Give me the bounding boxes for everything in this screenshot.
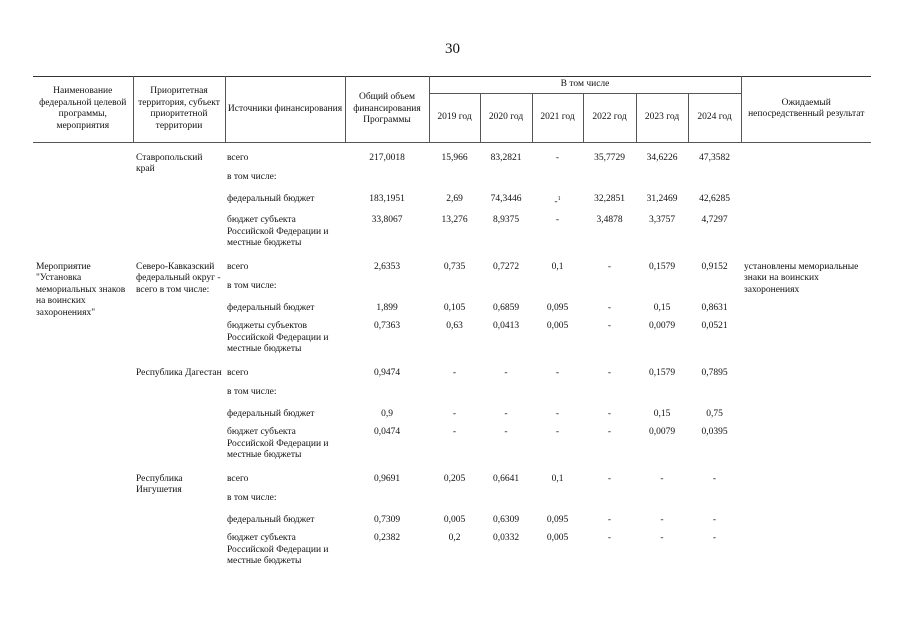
value-cell: - bbox=[504, 427, 508, 438]
source-cell: в том числе: bbox=[227, 172, 277, 182]
source-cell: в том числе: bbox=[227, 493, 277, 504]
total-cell: 217,0018 bbox=[369, 152, 405, 163]
value-cell: 2,69 bbox=[446, 193, 463, 204]
total-cell: 0,2382 bbox=[373, 533, 401, 544]
source-cell: всего bbox=[227, 367, 249, 378]
source-cell: федеральный бюджет bbox=[227, 193, 315, 204]
header-year-2023: 2023 год bbox=[636, 93, 688, 142]
value-cell: 0,1 bbox=[551, 473, 564, 484]
activity-cell: Мероприятие "Установка мемориальных знаков на воинских захоронениях" bbox=[36, 261, 126, 318]
value-cell: 0,2 bbox=[448, 533, 461, 544]
value-cell: 0,6309 bbox=[492, 514, 520, 525]
value-cell: 83,2821 bbox=[490, 152, 522, 163]
header-total-volume: Общий объем финансирования Программы bbox=[345, 77, 429, 143]
source-cell: всего bbox=[227, 473, 249, 484]
value-cell: 0,63 bbox=[446, 321, 463, 332]
value-cell: - bbox=[607, 367, 612, 378]
value-cell: 0,15 bbox=[653, 408, 671, 419]
value-cell: 0,205 bbox=[443, 473, 466, 484]
value-cell: 3,3757 bbox=[648, 215, 676, 226]
value-cell: - bbox=[660, 533, 664, 544]
total-cell: 0,0474 bbox=[373, 427, 401, 438]
territory-cell: Северо-Кавказский федеральный округ - всего в том числе: bbox=[136, 261, 221, 295]
total-cell: 0,9691 bbox=[373, 473, 401, 484]
value-cell: 0,0079 bbox=[648, 321, 676, 332]
value-cell: 0,0521 bbox=[701, 321, 728, 332]
total-cell: 0,7363 bbox=[373, 321, 401, 332]
value-cell: - bbox=[452, 427, 457, 438]
value-cell: 31,2469 bbox=[646, 193, 678, 204]
header-year-2022: 2022 год bbox=[583, 93, 636, 142]
activity-cell bbox=[33, 142, 133, 252]
value-cell: - bbox=[504, 367, 508, 378]
value-cell: 74,3446 bbox=[490, 193, 522, 204]
source-cell: всего bbox=[227, 261, 249, 272]
value-cell: - bbox=[452, 367, 457, 378]
value-cell: 0,095 bbox=[546, 302, 569, 313]
value-cell: 0,005 bbox=[546, 321, 569, 332]
value-cell: - bbox=[555, 367, 560, 378]
value-cell: - bbox=[607, 533, 612, 544]
value-cell: 0,005 bbox=[546, 533, 569, 544]
value-cell: 0,8631 bbox=[701, 302, 728, 313]
value-cell: - bbox=[452, 408, 457, 419]
value-cell: 42,6285 bbox=[699, 193, 730, 204]
source-cell: федеральный бюджет bbox=[227, 302, 315, 313]
header-year-2024: 2024 год bbox=[688, 93, 741, 142]
value-cell: 0,0395 bbox=[701, 427, 728, 438]
value-cell: - bbox=[660, 514, 664, 525]
source-cell: всего bbox=[227, 152, 249, 163]
value-cell: 35,7729 bbox=[594, 152, 625, 163]
value-cell: 0,7895 bbox=[701, 367, 728, 378]
value-cell: - bbox=[607, 514, 612, 525]
table-row bbox=[33, 252, 871, 276]
value-cell: 0,15 bbox=[653, 302, 671, 313]
value-cell: - bbox=[555, 215, 560, 226]
value-cell: - bbox=[660, 473, 664, 484]
value-cell: - bbox=[607, 302, 612, 313]
value-cell: - bbox=[712, 533, 717, 544]
value-cell bbox=[532, 186, 583, 211]
value-cell: 8,9375 bbox=[492, 215, 520, 226]
value-cell: 0,735 bbox=[443, 261, 466, 272]
value-cell: 0,105 bbox=[443, 302, 466, 313]
value-cell: - bbox=[607, 261, 612, 272]
total-cell: 0,9 bbox=[381, 408, 393, 419]
total-cell: 0,9474 bbox=[373, 367, 401, 378]
source-cell: федеральный бюджет bbox=[227, 514, 315, 525]
header-year-2021: 2021 год bbox=[532, 93, 583, 142]
value-cell: 0,6859 bbox=[492, 302, 520, 313]
value-cell: - bbox=[712, 514, 717, 525]
header-including: В том числе bbox=[429, 77, 741, 94]
value-cell: - bbox=[607, 408, 612, 419]
total-cell: 2,6353 bbox=[373, 261, 401, 272]
header-expected-result: Ожидаемый непосредственный результат bbox=[741, 77, 871, 143]
value-cell: 0,1579 bbox=[648, 261, 676, 272]
value-cell: 32,2851 bbox=[594, 193, 625, 204]
value-cell: 0,9152 bbox=[701, 261, 728, 272]
table-row bbox=[33, 142, 871, 166]
value-cell: 0,0413 bbox=[492, 321, 520, 332]
value-cell: 0,095 bbox=[546, 514, 569, 525]
value-cell: 3,4878 bbox=[596, 215, 623, 226]
value-cell: - bbox=[607, 427, 612, 438]
source-cell: в том числе: bbox=[227, 281, 277, 292]
header-funding-sources: Источники финансирования bbox=[225, 77, 345, 143]
source-cell: бюджет субъекта Российской Федерации и местные бюджеты bbox=[227, 533, 329, 567]
value-cell: 0,1579 bbox=[648, 367, 676, 378]
value-cell: 0,6641 bbox=[492, 473, 520, 484]
value-cell: 0,7272 bbox=[492, 261, 520, 272]
value-cell: 15,966 bbox=[441, 152, 468, 163]
value-cell: 13,276 bbox=[441, 215, 468, 226]
source-cell: бюджет субъекта Российской Федерации и местные бюджеты bbox=[227, 215, 329, 249]
source-cell: в том числе: bbox=[227, 387, 277, 398]
page-number: 30 bbox=[445, 41, 460, 57]
value-cell: 4,7297 bbox=[701, 215, 728, 226]
source-cell: бюджеты субъектов Российской Федерации и местные бюджеты bbox=[227, 321, 329, 355]
territory-cell: Ставропольский край bbox=[136, 152, 203, 174]
header-program-name: Наименование федеральной целевой программы, мероприятия bbox=[33, 77, 133, 143]
source-cell: бюджет субъекта Российской Федерации и местные бюджеты bbox=[227, 427, 329, 461]
total-cell: 0,7309 bbox=[373, 514, 401, 525]
territory-cell: Республика Дагестан bbox=[136, 367, 222, 378]
header-year-2019: 2019 год bbox=[429, 93, 480, 142]
header-territory: Приоритетная территория, субъект приоритетной территории bbox=[133, 77, 225, 143]
header-year-2020: 2020 год bbox=[480, 93, 532, 142]
source-cell: федеральный бюджет bbox=[227, 408, 315, 419]
value-cell: - bbox=[555, 408, 560, 419]
footnote-mark: 1 bbox=[557, 195, 561, 202]
value-text: - bbox=[554, 196, 558, 207]
value-cell: 47,3582 bbox=[699, 152, 730, 163]
value-cell: 0,1 bbox=[551, 261, 564, 272]
value-cell: 34,6226 bbox=[646, 152, 678, 163]
value-cell: - bbox=[555, 427, 560, 438]
value-cell: - bbox=[712, 473, 717, 484]
total-cell: 183,1951 bbox=[369, 193, 405, 204]
value-cell: 0,0079 bbox=[648, 427, 676, 438]
value-cell: 0,005 bbox=[443, 514, 466, 525]
financing-table bbox=[33, 76, 871, 570]
value-cell: - bbox=[607, 473, 612, 484]
result-cell bbox=[741, 142, 871, 252]
value-cell: 0,75 bbox=[706, 408, 723, 419]
result-cell: установлены мемориальные знаки на воинских захоронениях bbox=[744, 261, 859, 295]
value-cell: - bbox=[504, 408, 508, 419]
value-cell: - bbox=[607, 321, 612, 332]
total-cell: 1,899 bbox=[376, 302, 398, 313]
value-cell: - bbox=[555, 152, 560, 163]
value-cell: 0,0332 bbox=[492, 533, 520, 544]
total-cell: 33,8067 bbox=[371, 215, 403, 226]
territory-cell: Республика Ингушетия bbox=[136, 473, 183, 496]
